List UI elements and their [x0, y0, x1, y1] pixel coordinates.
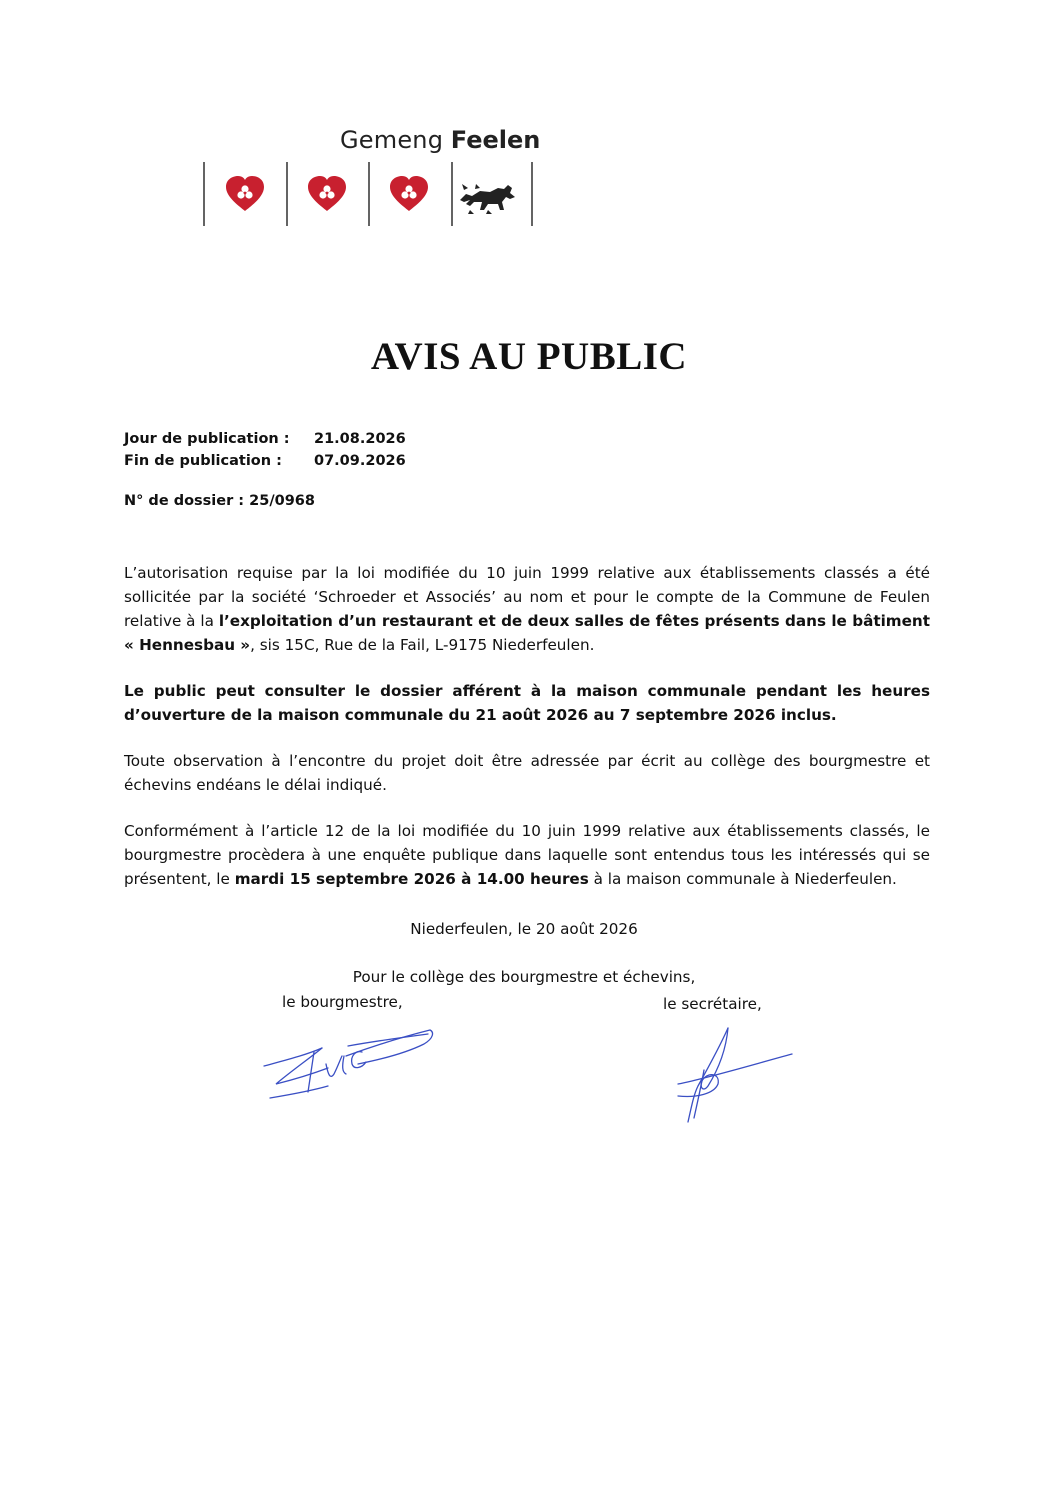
paragraph-enquete-text-a: Conformément à l’article 12 de la loi modifiée du 10 juin 1999 relative aux établissements classés, le bourgmestre procèdera à une enquête publique dans laquelle sont entendus tous les intéressés qui se présentent, le	[124, 822, 930, 888]
paragraph-enquete-text-c: à la maison communale à Niederfeulen.	[588, 870, 897, 888]
publication-day-row	[124, 428, 406, 450]
paragraph-observation: Toute observation à l’encontre du projet doit être adressée par écrit au collège des bourgmestre et échevins endéans le délai indiqué.	[124, 752, 930, 794]
paragraph-enquete	[124, 819, 930, 891]
paragraph-authorisation-text-a: L’autorisation requise par la loi modifiée du 10 juin 1999 relative aux établissements classés a été sollicitée par la société ‘Schroeder et Associés’ au nom et pour le compte de la Commune de Feulen relative à la	[124, 564, 930, 630]
commune-name-light: Gemeng	[340, 126, 444, 154]
publication-end-label: Fin de publication :	[124, 453, 282, 469]
paragraph-enquete-text-bold: mardi 15 septembre 2026 à 14.00 heures	[234, 870, 589, 888]
coat-of-arms-icon	[196, 162, 541, 228]
notice-body	[124, 561, 930, 913]
publication-day-value: 21.08.2026	[314, 431, 406, 447]
dossier-number: N° de dossier : 25/0968	[124, 493, 315, 509]
paragraph-authorisation-text-c: , sis 15C, Rue de la Fail, L-9175 Niederfeulen.	[250, 636, 595, 654]
paragraph-consultation: Le public peut consulter le dossier afférent à la maison communale pendant les heures d’ouverture de la maison communale du 21 août 2026 au 7 septembre 2026 inclus.	[124, 682, 930, 724]
bourgmestre-label: le bourgmestre,	[282, 993, 403, 1011]
lion-icon	[460, 184, 515, 214]
secretaire-signature	[668, 1022, 798, 1132]
publication-end-row	[124, 450, 406, 472]
commune-logo	[196, 122, 541, 230]
paragraph-authorisation	[124, 561, 930, 657]
heart-trefoil-icon	[226, 176, 264, 211]
secretaire-label: le secrétaire,	[663, 995, 762, 1013]
heart-trefoil-icon	[390, 176, 428, 211]
commune-name-bold: Feelen	[450, 126, 541, 154]
publication-end-value: 07.09.2026	[314, 453, 406, 469]
page-title: AVIS AU PUBLIC	[370, 335, 688, 378]
commune-name	[340, 126, 540, 154]
college-line: Pour le collège des bourgmestre et échevins,	[352, 968, 696, 986]
publication-info	[124, 428, 406, 472]
paragraph-authorisation-text-bold: l’exploitation d’un restaurant et de deux salles de fêtes présents dans le bâtiment « Hennesbau »	[124, 612, 930, 654]
place-date: Niederfeulen, le 20 août 2026	[410, 920, 638, 938]
heart-trefoil-icon	[308, 176, 346, 211]
bourgmestre-signature	[258, 1008, 443, 1108]
publication-day-label: Jour de publication :	[124, 431, 290, 447]
